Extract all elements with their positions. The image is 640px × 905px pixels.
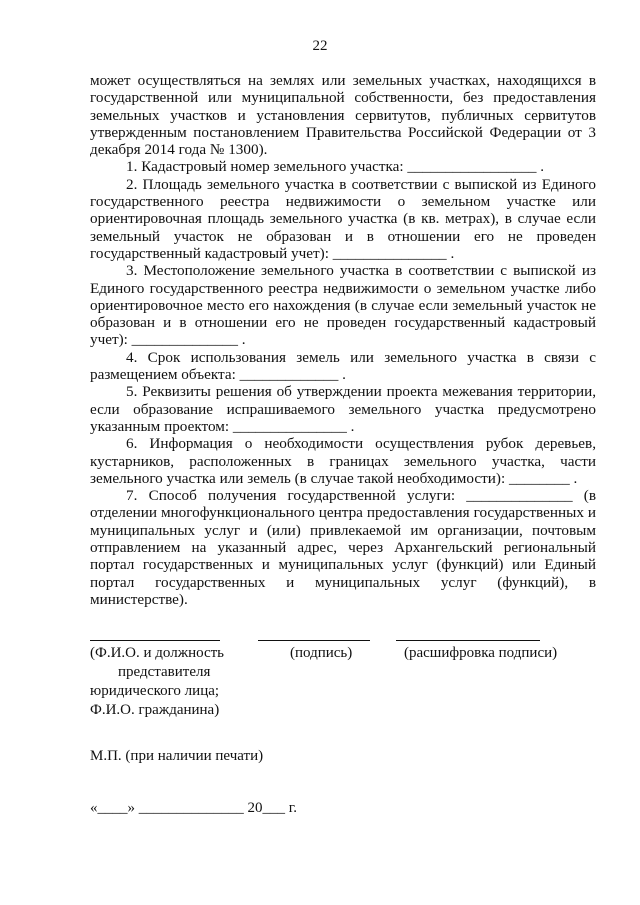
representative-caption [90, 644, 224, 720]
paragraph-item-4: 4. Срок использования земель или земельного участка в связи с размещением объекта: _____________ . [90, 348, 596, 384]
signature-lines [90, 630, 596, 644]
signature-block [90, 630, 596, 720]
date-line: «____» ______________ 20___ г. [90, 800, 297, 816]
stamp-note: М.П. (при наличии печати) [90, 748, 264, 764]
signature-decode-caption: (расшифровка подписи) [404, 645, 558, 661]
signature-captions [90, 644, 596, 720]
paragraph-item-7: 7. Способ получения государственной услуги: ______________ (в отделении многофункционального центра предоставления государственных и муниципальных услуг и (или) привлекаемой им организации, почтовым отправлением на указанный адрес, через Архангельский региональный портал государственных и муниципальных услуг (функций) или Единый портал государственных и муниципальных услуг (функций), в министерстве). [90, 487, 596, 608]
representative-caption-line: (Ф.И.О. и должность [90, 645, 225, 661]
representative-name-line [90, 640, 220, 641]
paragraph-item-6: 6. Информация о необходимости осуществления рубок деревьев, кустарников, расположенных в границах земельного участка, части земельного участка или земель (в случае такой необходимости): ________ . [90, 435, 596, 487]
signature-line [258, 640, 370, 641]
paragraph-item-2: 2. Площадь земельного участка в соответствии с выпиской из Единого государственного реестра недвижимости о земельном участке или ориентировочная площадь земельного участка (в кв. метрах), в случае если земельный участок не образован и в отношении его не проведен государственный кадастровый учет): _______________ . [90, 175, 596, 262]
body-text [90, 72, 596, 608]
paragraph-item-5: 5. Реквизиты решения об утверждении проекта межевания территории, если образование испрашиваемого земельного участка предусмотрено указанным проектом: _______________ . [90, 383, 596, 435]
representative-caption-line: представителя [118, 664, 211, 680]
representative-caption-line: Ф.И.О. гражданина) [90, 702, 220, 718]
signature-caption: (подпись) [290, 645, 353, 661]
paragraph-item-1: 1. Кадастровый номер земельного участка: _________________ . [126, 158, 545, 176]
paragraph-intro: может осуществляться на землях или земельных участках, находящихся в государственной или муниципальной собственности, без предоставления земельных участков и установления сервитутов, публичных сервитутов утвержденным постановлением Правительства Российской Федерации от 3 декабря 2014 года № 1300). [90, 72, 596, 159]
signature-decode-line [396, 640, 540, 641]
representative-caption-line: юридического лица; [90, 683, 220, 699]
paragraph-item-3: 3. Местоположение земельного участка в соответствии с выпиской из Единого государственного реестра недвижимости о земельном участке либо ориентировочное место его нахождения (в случае если земельный участок не образован и в отношении его не проведен государственный кадастровый учет): ______________ . [90, 262, 596, 349]
page-number: 22 [312, 38, 328, 54]
